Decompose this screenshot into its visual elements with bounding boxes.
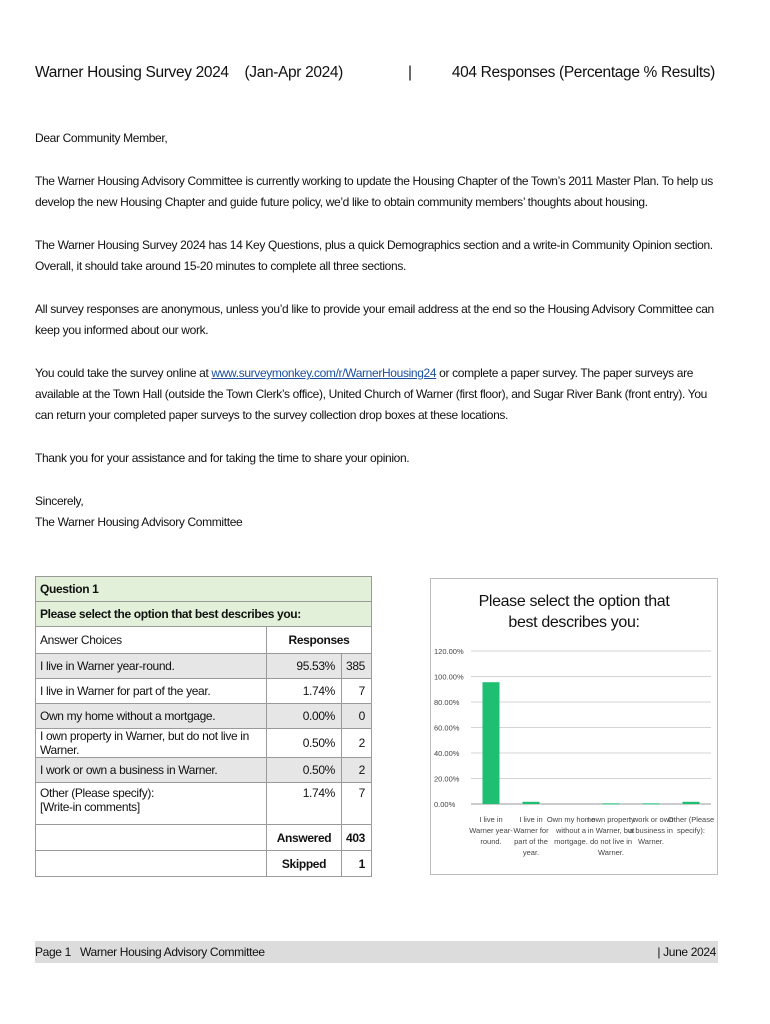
answer-count: 0 — [342, 704, 372, 729]
bar — [483, 682, 500, 804]
answer-label: I work or own a business in Warner. — [36, 758, 267, 783]
skipped-value: 1 — [342, 851, 372, 877]
answer-percent: 1.74% — [267, 783, 342, 825]
answer-percent: 1.74% — [267, 679, 342, 704]
write-in-note: [Write-in comments] — [40, 800, 140, 814]
question-1-chart — [430, 578, 718, 875]
footer-date: | June 2024 — [657, 945, 716, 959]
table-row — [36, 729, 372, 758]
survey-period: (Jan-Apr 2024) — [244, 64, 343, 81]
col-responses: Responses — [267, 627, 372, 654]
question-text: Please select the option that best describes you: — [36, 602, 372, 627]
signature: The Warner Housing Advisory Committee — [35, 515, 243, 529]
paragraph-anonymity: All survey responses are anonymous, unless you’d like to provide your email address at the end so the Housing Advisory Committee can keep you informed about our work. — [35, 302, 714, 337]
answered-label: Answered — [267, 825, 342, 851]
answer-count: 2 — [342, 729, 372, 758]
y-tick-label: 20.00% — [434, 774, 460, 784]
salutation: Dear Community Member, — [35, 131, 168, 145]
y-tick-label: 80.00% — [434, 698, 460, 707]
answer-count: 7 — [342, 783, 372, 825]
x-category-label: Own my home without a mortgage. — [546, 815, 596, 846]
table-row — [36, 679, 372, 704]
answer-label: I live in Warner year-round. — [36, 654, 267, 679]
y-tick-label: 100.00% — [434, 672, 464, 682]
paragraph-thanks: Thank you for your assistance and for taking the time to share your opinion. — [35, 451, 410, 465]
chart-plot — [431, 579, 719, 876]
page-footer — [35, 941, 718, 963]
question-table — [35, 576, 372, 877]
survey-title: Warner Housing Survey 2024 (Jan-Apr 2024) — [35, 64, 343, 81]
bar — [643, 803, 660, 804]
responses-summary: 404 Responses (Percentage % Results) — [451, 64, 715, 81]
table-row — [36, 704, 372, 729]
table-row — [36, 758, 372, 783]
answer-percent: 0.00% — [267, 704, 342, 729]
table-row — [36, 654, 372, 679]
header-separator: | — [408, 64, 412, 81]
answer-count: 2 — [342, 758, 372, 783]
bar — [683, 802, 700, 804]
closing: Sincerely, — [35, 494, 84, 508]
y-tick-label: 120.00% — [434, 647, 464, 656]
y-tick-label: 0.00% — [434, 800, 456, 809]
x-category-label: I own property in Warner, but do not live in Warner. — [587, 815, 635, 857]
x-category-label: I live in Warner year-round. — [469, 815, 513, 846]
y-tick-label: 40.00% — [434, 749, 460, 758]
footer-org: Warner Housing Advisory Committee — [80, 945, 265, 959]
x-category-label: I work or own a business in Warner. — [628, 815, 674, 846]
cover-letter — [35, 128, 717, 533]
chart-title: Please select the option that best describes you: — [478, 593, 670, 631]
col-answer-choices: Answer Choices — [36, 627, 267, 654]
paragraph-how-to: You could take the survey online at www.surveymonkey.com/r/WarnerHousing24 or complete a paper survey. The paper surveys are available at the Town Hall (outside the Town Clerk’s office), United Church of Warner (first floor), and Sugar River Bank (front entry). You can return your completed paper surveys to the survey collection drop boxes at these locations. — [35, 366, 708, 422]
table-row — [36, 783, 372, 825]
answered-value: 403 — [342, 825, 372, 851]
answered-row — [36, 825, 372, 851]
x-category-label: Other (Please specify): — [667, 815, 715, 835]
answer-label: Other (Please specify): [Write-in comments] — [36, 783, 267, 825]
skipped-label: Skipped — [267, 851, 342, 877]
answer-percent: 0.50% — [267, 758, 342, 783]
y-tick-label: 60.00% — [434, 723, 460, 733]
answer-count: 385 — [342, 654, 372, 679]
answer-label: I live in Warner for part of the year. — [36, 679, 267, 704]
bar — [603, 803, 620, 804]
skipped-row — [36, 851, 372, 877]
survey-link[interactable]: www.surveymonkey.com/r/WarnerHousing24 — [211, 366, 437, 380]
paragraph-intro: The Warner Housing Advisory Committee is currently working to update the Housing Chapter of the Town’s 2011 Master Plan. To help us develop the new Housing Chapter and guide future policy, we’d like to obtain community members’ thoughts about housing. — [35, 174, 713, 209]
paragraph-overview: The Warner Housing Survey 2024 has 14 Key Questions, plus a quick Demographics section and a write-in Community Opinion section. Overall, it should take around 15-20 minutes to complete all three sections. — [35, 238, 713, 273]
answer-count: 7 — [342, 679, 372, 704]
answer-percent: 0.50% — [267, 729, 342, 758]
answer-label: I own property in Warner, but do not live in Warner. — [36, 729, 267, 758]
x-category-label: I live in Warner for part of the year. — [513, 815, 549, 857]
bar — [523, 802, 540, 804]
answer-percent: 95.53% — [267, 654, 342, 679]
page-header — [35, 64, 715, 88]
page-number: Page 1 — [35, 945, 71, 959]
answer-label: Own my home without a mortgage. — [36, 704, 267, 729]
question-number: Question 1 — [36, 577, 372, 602]
